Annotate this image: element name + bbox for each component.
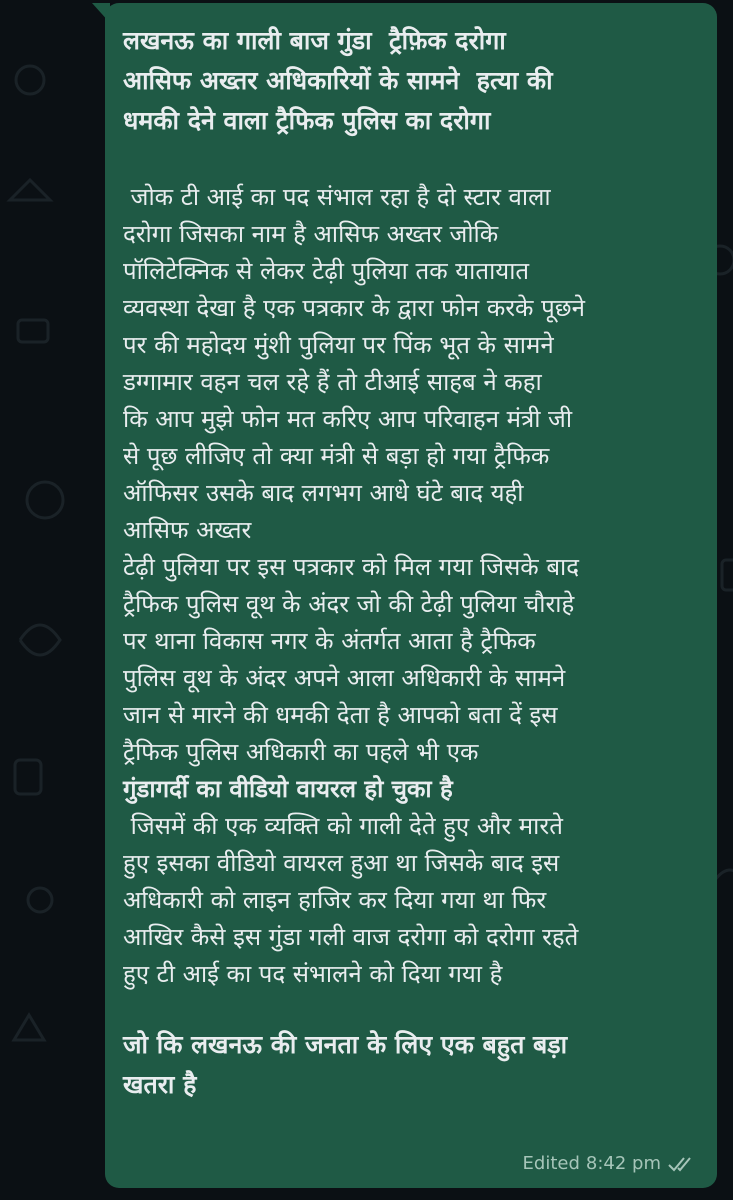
- body-line: दरोगा जिसका नाम है आसिफ अख्तर जोकि: [123, 220, 499, 248]
- body-line: डग्गामार वहन चल रहे हैं तो टीआई साहब ने कहा: [123, 368, 542, 396]
- headline-line: लखनऊ का गाली बाज गुंडा ट्रैफ़िक दरोगा: [123, 26, 506, 55]
- headline-line: आसिफ अख्तर अधिकारियों के सामने हत्या की: [123, 66, 553, 95]
- closing-line: जो कि लखनऊ की जनता के लिए एक बहुत बड़ा: [123, 1030, 568, 1059]
- closing-line: खतरा है: [123, 1070, 197, 1099]
- headline-line: धमकी देने वाला ट्रैफिक पुलिस का दरोगा: [123, 106, 491, 135]
- body-line: ट्रैफिक पुलिस अधिकारी का पहले भी एक: [123, 738, 479, 766]
- double-check-read-icon: [667, 1155, 697, 1173]
- body-line: कि आप मुझे फोन मत करिए आप परिवाहन मंत्री जी: [123, 405, 573, 433]
- message-body-part-1: [123, 179, 701, 771]
- body-line: जिसमें की एक व्यक्ति को गाली देते हुए और मारते: [123, 812, 563, 840]
- body-line: से पूछ लीजिए तो क्या मंत्री से बड़ा हो गया ट्रैफिक: [123, 442, 550, 470]
- message-body-part-2: [123, 808, 701, 993]
- body-line: पर थाना विकास नगर के अंतर्गत आता है ट्रैफिक: [123, 627, 536, 655]
- body-line: जोक टी आई का पद संभाल रहा है दो स्टार वाला: [123, 183, 551, 211]
- message-time: 8:42 pm: [585, 1153, 661, 1174]
- body-line: ऑफिसर उसके बाद लगभग आधे घंटे बाद यही: [123, 479, 524, 507]
- body-line: टेढ़ी पुलिया पर इस पत्रकार को मिल गया जिसके बाद: [123, 553, 580, 581]
- message-meta: [523, 1153, 697, 1174]
- body-line: जान से मारने की धमकी देता है आपको बता दें इस: [123, 701, 558, 729]
- body-line: हुए इसका वीडियो वायरल हुआ था जिसके बाद इस: [123, 849, 560, 877]
- message-bold-line: गुंडागर्दी का वीडियो वायरल हो चुका है: [123, 775, 453, 803]
- paragraph-gap: [123, 993, 701, 1025]
- edited-label: Edited: [522, 1153, 580, 1174]
- body-line: व्यवस्था देखा है एक पत्रकार के द्वारा फोन करके पूछने: [123, 294, 585, 322]
- body-line: पर की महोदय मुंशी पुलिया पर पिंक भूत के सामने: [123, 331, 554, 359]
- body-line: हुए टी आई का पद संभालने को दिया गया है: [123, 960, 503, 988]
- message-headline: [123, 21, 701, 141]
- body-line: पुलिस वूथ के अंदर अपने आला अधिकारी के सामने: [123, 664, 566, 692]
- body-line: आसिफ अख्तर: [123, 516, 252, 544]
- body-line: ट्रैफिक पुलिस वूथ के अंदर जो की टेढ़ी पुलिया चौराहे: [123, 590, 575, 618]
- message-closing: [123, 1025, 701, 1105]
- body-line: पॉलिटेक्निक से लेकर टेढ़ी पुलिया तक यातायात: [123, 257, 530, 285]
- body-line: आखिर कैसे इस गुंडा गली वाज दरोगा को दरोगा रहते: [123, 923, 579, 951]
- message-bubble[interactable]: [105, 3, 717, 1188]
- body-line: अधिकारी को लाइन हाजिर कर दिया गया था फिर: [123, 886, 547, 914]
